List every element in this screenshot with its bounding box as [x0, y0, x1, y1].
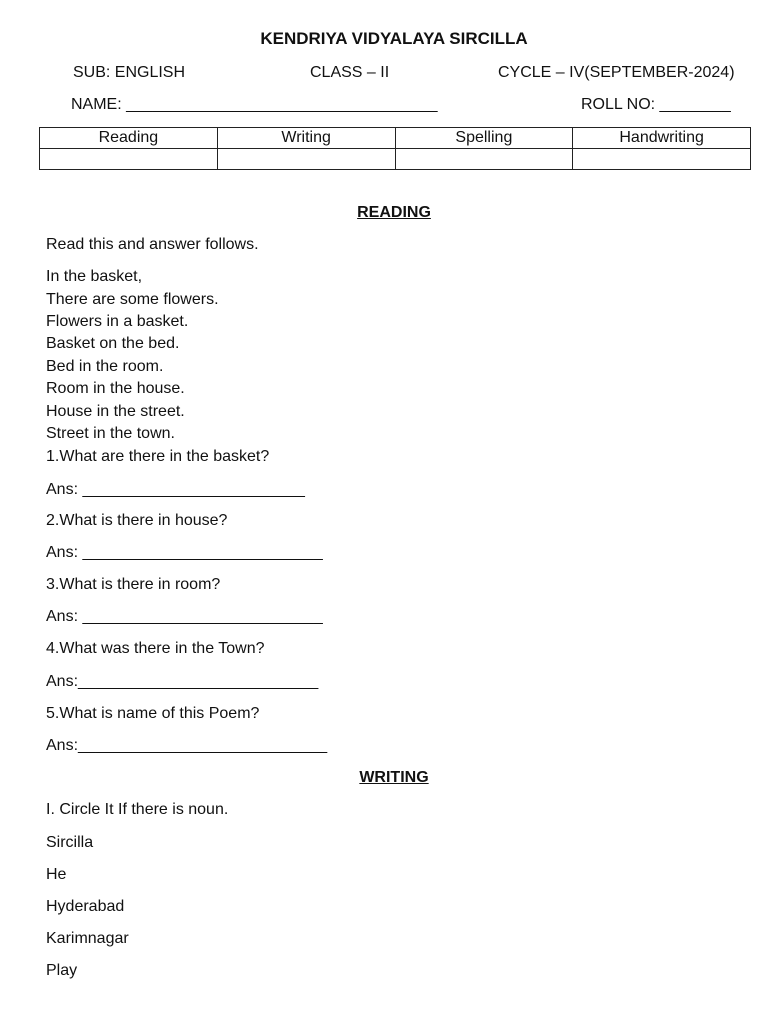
marks-col-spelling: Spelling — [395, 128, 573, 149]
question-4: 4.What was there in the Town? — [46, 640, 265, 657]
poem-line: Flowers in a basket. — [46, 313, 189, 330]
subject-label: SUB: ENGLISH — [73, 64, 186, 81]
reading-heading: READING — [357, 204, 431, 221]
name-row — [0, 96, 768, 116]
marks-cell-handwriting[interactable] — [573, 149, 751, 170]
writing-heading: WRITING — [359, 769, 429, 786]
answer-line-3[interactable]: Ans: ___________________________ — [46, 608, 323, 625]
name-field[interactable]: NAME: ___________________________________ — [71, 96, 438, 113]
roll-no-field[interactable]: ROLL NO: ________ — [581, 96, 731, 113]
reading-instruction: Read this and answer follows. — [46, 236, 259, 253]
poem-line: In the basket, — [46, 268, 143, 285]
answer-line-2[interactable]: Ans: ___________________________ — [46, 544, 323, 561]
poem-line: Basket on the bed. — [46, 335, 180, 352]
noun-word[interactable]: Sircilla — [46, 834, 94, 851]
answer-line-5[interactable]: Ans:____________________________ — [46, 737, 328, 754]
noun-word[interactable]: Hyderabad — [46, 898, 125, 915]
marks-col-handwriting: Handwriting — [573, 128, 751, 149]
answer-line-1[interactable]: Ans: _________________________ — [46, 481, 305, 498]
poem-line: Bed in the room. — [46, 358, 164, 375]
question-5: 5.What is name of this Poem? — [46, 705, 260, 722]
cycle-label: CYCLE – IV(SEPTEMBER-2024) — [498, 64, 735, 81]
writing-instruction: I. Circle It If there is noun. — [46, 801, 229, 818]
question-3: 3.What is there in room? — [46, 576, 221, 593]
school-title: KENDRIYA VIDYALAYA SIRCILLA — [260, 29, 528, 48]
poem-line: Street in the town. — [46, 425, 175, 442]
marks-table — [39, 127, 751, 170]
marks-entry-row — [40, 149, 751, 170]
class-label: CLASS – II — [310, 64, 390, 81]
marks-col-reading: Reading — [40, 128, 218, 149]
marks-cell-reading[interactable] — [40, 149, 218, 170]
poem-line: There are some flowers. — [46, 291, 219, 308]
marks-header-row — [40, 128, 751, 149]
poem-line: Room in the house. — [46, 380, 185, 397]
answer-line-4[interactable]: Ans:___________________________ — [46, 673, 319, 690]
noun-word[interactable]: Karimnagar — [46, 930, 129, 947]
question-1: 1.What are there in the basket? — [46, 448, 270, 465]
meta-row — [0, 64, 768, 84]
noun-word[interactable]: He — [46, 866, 67, 883]
question-2: 2.What is there in house? — [46, 512, 228, 529]
marks-col-writing: Writing — [217, 128, 395, 149]
noun-word[interactable]: Play — [46, 962, 78, 979]
poem-line: House in the street. — [46, 403, 185, 420]
marks-cell-writing[interactable] — [217, 149, 395, 170]
marks-cell-spelling[interactable] — [395, 149, 573, 170]
